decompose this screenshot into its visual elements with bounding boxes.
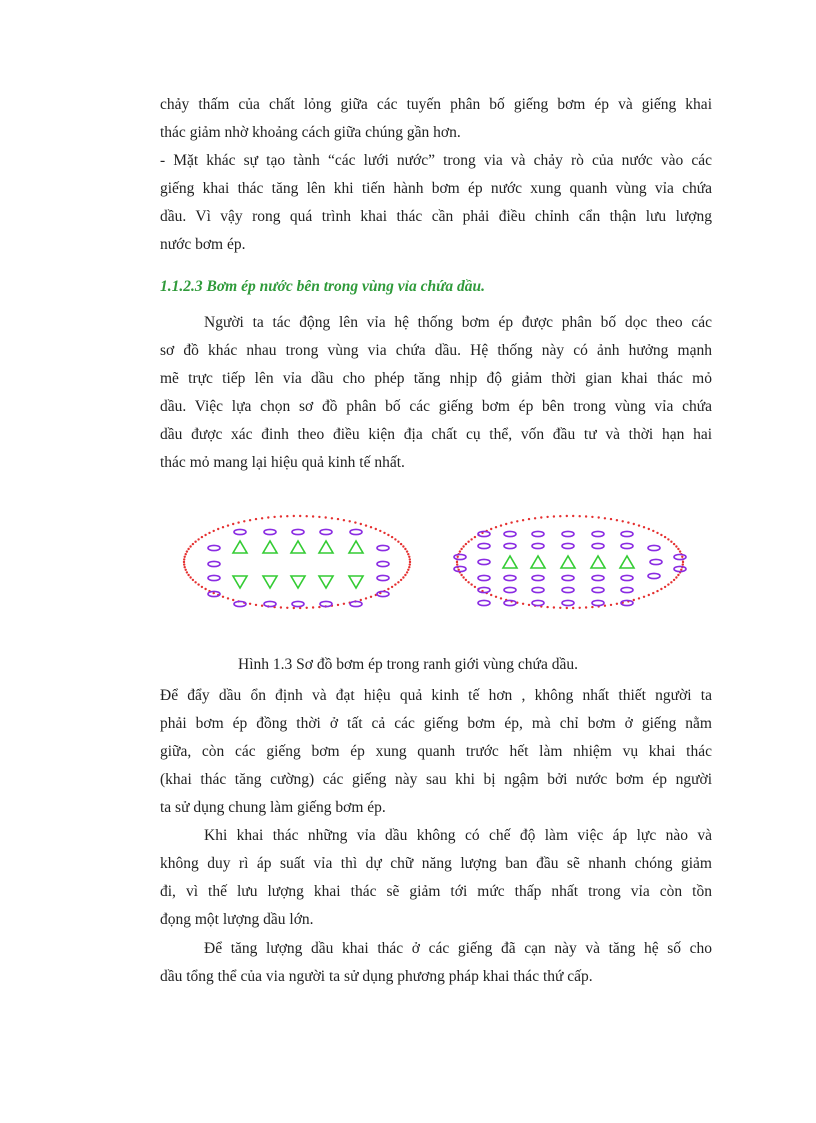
- boundary-dot: [522, 603, 524, 605]
- production-well: [292, 529, 304, 534]
- boundary-dot: [598, 516, 600, 518]
- boundary-dot: [187, 548, 189, 550]
- production-well: [532, 543, 544, 548]
- boundary-dot: [572, 515, 574, 517]
- boundary-dot: [222, 526, 224, 528]
- boundary-dot: [670, 541, 672, 543]
- boundary-dot: [185, 569, 187, 571]
- boundary-dot: [299, 515, 301, 517]
- boundary-dot: [462, 545, 464, 547]
- text-line: nước bơm ép.: [160, 236, 246, 253]
- production-well: [454, 566, 466, 571]
- boundary-dot: [213, 592, 215, 594]
- boundary-dot: [409, 563, 411, 565]
- text-line: Khi khai thác những vỉa dầu không có chế độ làm việc áp lực nào và: [204, 827, 712, 844]
- boundary-dot: [397, 581, 399, 583]
- boundary-dot: [249, 519, 251, 521]
- production-well: [234, 601, 246, 606]
- boundary-dot: [400, 579, 402, 581]
- text-line: phải bơm ép đồng thời ở tất cả các giếng bơm ép, mà chỉ bơm ở giếng nằm: [160, 715, 712, 732]
- boundary-dot: [616, 603, 618, 605]
- production-well: [478, 543, 490, 548]
- boundary-dot: [664, 536, 666, 538]
- figure-caption: Hình 1.3 Sơ đồ bơm ép trong ranh giới vùng chứa dầu.: [238, 656, 578, 673]
- boundary-dot: [185, 553, 187, 555]
- boundary-dot: [682, 563, 684, 565]
- injection-well-up: [561, 556, 575, 568]
- boundary-dot: [306, 607, 308, 609]
- boundary-dot: [192, 543, 194, 545]
- boundary-dot: [490, 594, 492, 596]
- boundary-dot: [187, 574, 189, 576]
- boundary-dot: [204, 588, 206, 590]
- production-well: [264, 529, 276, 534]
- boundary-dot: [610, 604, 612, 606]
- text-line: giếng khai thác tăng lên khi tiến hành bơm ép nước xung quanh vùng vỉa chứa: [160, 180, 712, 197]
- production-well: [478, 587, 490, 592]
- boundary-dot: [255, 604, 257, 606]
- boundary-dot: [467, 541, 469, 543]
- boundary-dot: [186, 571, 188, 573]
- boundary-dot: [510, 521, 512, 523]
- boundary-dot: [459, 550, 461, 552]
- injection-well-down: [349, 576, 363, 588]
- production-well: [292, 601, 304, 606]
- boundary-dot: [604, 517, 606, 519]
- production-well: [377, 545, 389, 550]
- text-line: đi, vì thế lưu lượng khai thác sẽ giảm tới mức thấp nhất trong vỉa còn tồn: [160, 883, 712, 900]
- text-line: Để tăng lượng dầu khai thác ở các giếng đã cạn này và tăng hệ số cho: [204, 940, 712, 957]
- boundary-dot: [243, 520, 245, 522]
- production-well: [562, 543, 574, 548]
- text-line: đọng một lượng dầu lớn.: [160, 911, 314, 928]
- boundary-dot: [675, 576, 677, 578]
- boundary-dot: [293, 515, 295, 517]
- boundary-dot: [293, 607, 295, 609]
- production-well: [592, 543, 604, 548]
- boundary-dot: [217, 528, 219, 530]
- boundary-dot: [559, 515, 561, 517]
- boundary-dot: [633, 599, 635, 601]
- production-well: [621, 531, 633, 536]
- injection-well-up: [291, 541, 305, 553]
- production-well: [562, 587, 574, 592]
- production-well: [562, 575, 574, 580]
- boundary-dot: [516, 520, 518, 522]
- boundary-dot: [400, 543, 402, 545]
- boundary-dot: [280, 515, 282, 517]
- production-well: [208, 545, 220, 550]
- boundary-dot: [627, 521, 629, 523]
- boundary-dot: [318, 516, 320, 518]
- boundary-dot: [566, 515, 568, 517]
- boundary-dot: [638, 597, 640, 599]
- boundary-dot: [591, 516, 593, 518]
- boundary-dot: [616, 519, 618, 521]
- boundary-dot: [652, 592, 654, 594]
- boundary-dot: [505, 523, 507, 525]
- boundary-dot: [408, 566, 410, 568]
- boundary-dot: [534, 517, 536, 519]
- boundary-dot: [559, 607, 561, 609]
- injection-well-up: [531, 556, 545, 568]
- production-well: [592, 600, 604, 605]
- boundary-dot: [365, 524, 367, 526]
- boundary-dot: [457, 556, 459, 558]
- production-well: [504, 587, 516, 592]
- boundary-dot: [585, 606, 587, 608]
- production-well: [478, 575, 490, 580]
- boundary-dot: [379, 530, 381, 532]
- boundary-dot: [201, 586, 203, 588]
- boundary-dot: [286, 607, 288, 609]
- production-well: [504, 543, 516, 548]
- text-line: giữa, còn các giếng bơm ép xung quanh trước hết làm nhiệm vụ khai thác: [160, 743, 712, 760]
- production-well: [208, 575, 220, 580]
- boundary-dot: [306, 515, 308, 517]
- boundary-dot: [261, 517, 263, 519]
- boundary-dot: [458, 569, 460, 571]
- boundary-dot: [360, 523, 362, 525]
- production-well: [208, 561, 220, 566]
- boundary-dot: [591, 606, 593, 608]
- boundary-dot: [500, 524, 502, 526]
- boundary-dot: [197, 538, 199, 540]
- production-well: [350, 529, 362, 534]
- text-line: sơ đồ khác nhau trong vùng via chứa dầu. Hệ thống này có ảnh hưởng mạnh: [160, 342, 712, 359]
- boundary-dot: [261, 605, 263, 607]
- boundary-dot: [648, 594, 650, 596]
- boundary-dot: [495, 596, 497, 598]
- section-heading: 1.1.2.3 Bơm ép nước bên trong vùng vỉa chứa dầu.: [160, 278, 485, 295]
- boundary-dot: [677, 548, 679, 550]
- boundary-dot: [664, 586, 666, 588]
- boundary-dot: [474, 586, 476, 588]
- injection-well-up: [319, 541, 333, 553]
- injection-well-up: [233, 541, 247, 553]
- boundary-dot: [213, 530, 215, 532]
- boundary-dot: [312, 515, 314, 517]
- boundary-dot: [318, 606, 320, 608]
- boundary-dot: [267, 516, 269, 518]
- boundary-dot: [622, 520, 624, 522]
- boundary-dot: [643, 526, 645, 528]
- boundary-dot: [232, 599, 234, 601]
- boundary-dot: [490, 528, 492, 530]
- production-well: [648, 573, 660, 578]
- boundary-dot: [566, 607, 568, 609]
- text-line: mẽ trực tiếp lên vỉa dầu cho phép tăng nhịp độ giảm thời gian khai thác mỏ: [160, 370, 712, 387]
- text-line: ta sử dụng chung làm giếng bơm ép.: [160, 799, 386, 816]
- boundary-dot: [343, 519, 345, 521]
- boundary-dot: [528, 604, 530, 606]
- injection-well-up: [503, 556, 517, 568]
- production-well: [648, 545, 660, 550]
- production-well: [504, 575, 516, 580]
- text-line: không duy rì áp suất vỉa thì dự chữ năng lượng ban đầu sẽ nhanh chóng giảm: [160, 855, 712, 872]
- boundary-dot: [652, 530, 654, 532]
- injection-well-up: [263, 541, 277, 553]
- production-well: [350, 601, 362, 606]
- production-well: [650, 559, 662, 564]
- boundary-dot: [402, 576, 404, 578]
- production-well: [234, 529, 246, 534]
- boundary-dot: [331, 517, 333, 519]
- boundary-dot: [227, 597, 229, 599]
- boundary-dot: [189, 576, 191, 578]
- text-line: dầu được xác đinh theo điều kiện địa chất cụ thể, vốn đầu tư và thời hạn hai: [160, 426, 712, 443]
- production-well: [674, 566, 686, 571]
- production-well: [532, 600, 544, 605]
- boundary-dot: [404, 548, 406, 550]
- production-well: [377, 591, 389, 596]
- boundary-dot: [675, 545, 677, 547]
- boundary-dot: [643, 596, 645, 598]
- boundary-dot: [681, 556, 683, 558]
- production-well: [264, 601, 276, 606]
- boundary-dot: [460, 574, 462, 576]
- boundary-dot: [546, 606, 548, 608]
- production-well: [621, 575, 633, 580]
- production-well: [674, 554, 686, 559]
- boundary-dot: [633, 523, 635, 525]
- boundary-dot: [546, 516, 548, 518]
- boundary-dot: [183, 558, 185, 560]
- production-well: [504, 531, 516, 536]
- boundary-dot: [585, 515, 587, 517]
- boundary-dot: [375, 528, 377, 530]
- injection-well-down: [319, 576, 333, 588]
- production-well: [592, 575, 604, 580]
- text-line: dầu tổng thể của via người ta sử dụng phương pháp khai thác thứ cấp.: [160, 968, 593, 985]
- text-line: dầu. Vì vậy rong quá trình khai thác cần phải điều chỉnh cẩn thận lưu lượng: [160, 208, 712, 225]
- production-well: [592, 587, 604, 592]
- boundary-dot: [312, 606, 314, 608]
- boundary-dot: [679, 550, 681, 552]
- boundary-dot: [673, 579, 675, 581]
- boundary-dot: [192, 579, 194, 581]
- boundary-dot: [467, 581, 469, 583]
- boundary-dot: [553, 515, 555, 517]
- boundary-dot: [370, 596, 372, 598]
- boundary-dot: [343, 603, 345, 605]
- boundary-dot: [677, 574, 679, 576]
- injection-well-down: [263, 576, 277, 588]
- boundary-dot: [572, 607, 574, 609]
- injection-well-down: [291, 576, 305, 588]
- production-well: [592, 531, 604, 536]
- production-well: [320, 601, 332, 606]
- production-well: [478, 559, 490, 564]
- text-line: Người ta tác động lên vỉa hệ thống bơm ép được phân bố dọc theo các: [204, 314, 712, 331]
- production-well: [562, 600, 574, 605]
- text-line: thác giảm nhờ khoảng cách giữa chúng gần hơn.: [160, 124, 461, 141]
- boundary-dot: [470, 538, 472, 540]
- boundary-dot: [673, 543, 675, 545]
- boundary-dot: [337, 604, 339, 606]
- production-well: [621, 543, 633, 548]
- boundary-dot: [201, 536, 203, 538]
- boundary-dot: [406, 550, 408, 552]
- boundary-dot: [667, 583, 669, 585]
- injection-well-up: [349, 541, 363, 553]
- boundary-dot: [460, 548, 462, 550]
- text-line: - Mặt khác sự tạo tành “các lưới nước” trong via và chảy rò của nước vào các: [160, 152, 712, 169]
- boundary-dot: [667, 538, 669, 540]
- boundary-dot: [208, 532, 210, 534]
- boundary-dot: [391, 536, 393, 538]
- boundary-dot: [183, 561, 185, 563]
- boundary-dot: [370, 526, 372, 528]
- boundary-dot: [409, 558, 411, 560]
- boundary-dot: [249, 603, 251, 605]
- text-line: (khai thác tăng cường) các giếng này sau khi bị ngậm bởi nước bơm ép người: [160, 771, 712, 788]
- boundary-dot: [189, 545, 191, 547]
- boundary-dot: [409, 561, 411, 563]
- boundary-dot: [354, 521, 356, 523]
- production-well: [478, 600, 490, 605]
- boundary-dot: [610, 518, 612, 520]
- boundary-dot: [680, 569, 682, 571]
- boundary-dot: [670, 581, 672, 583]
- boundary-dot: [337, 518, 339, 520]
- boundary-dot: [528, 518, 530, 520]
- boundary-dot: [660, 534, 662, 536]
- boundary-dot: [522, 519, 524, 521]
- boundary-dot: [656, 590, 658, 592]
- boundary-dot: [383, 532, 385, 534]
- boundary-dot: [365, 597, 367, 599]
- boundary-dot: [197, 583, 199, 585]
- boundary-dot: [465, 543, 467, 545]
- boundary-dot: [402, 545, 404, 547]
- boundary-dot: [553, 606, 555, 608]
- text-line: chảy thấm của chất lỏng giữa các tuyến phân bố giếng bơm ép và giếng khai: [160, 96, 712, 113]
- text-line: thác mỏ mang lại hiệu quả kinh tế nhất.: [160, 454, 405, 471]
- boundary-dot: [184, 556, 186, 558]
- boundary-dot: [394, 538, 396, 540]
- boundary-dot: [407, 569, 409, 571]
- boundary-dot: [273, 516, 275, 518]
- boundary-dot: [579, 607, 581, 609]
- boundary-dot: [325, 516, 327, 518]
- boundary-dot: [648, 528, 650, 530]
- boundary-dot: [474, 536, 476, 538]
- boundary-dot: [465, 579, 467, 581]
- injection-well-up: [591, 556, 605, 568]
- production-well: [478, 531, 490, 536]
- boundary-dot: [656, 532, 658, 534]
- boundary-dot: [184, 566, 186, 568]
- boundary-dot: [186, 550, 188, 552]
- production-well: [377, 575, 389, 580]
- injection-well-down: [233, 576, 247, 588]
- boundary-dot: [222, 596, 224, 598]
- boundary-dot: [255, 518, 257, 520]
- boundary-dot: [408, 556, 410, 558]
- boundary-dot: [204, 534, 206, 536]
- boundary-dot: [394, 583, 396, 585]
- text-line: Để đẩy dầu ổn định và đạt hiệu quả kinh tế hơn , không nhất thiết người ta: [160, 687, 712, 704]
- boundary-dot: [349, 520, 351, 522]
- boundary-dot: [456, 563, 458, 565]
- boundary-dot: [391, 586, 393, 588]
- boundary-dot: [387, 588, 389, 590]
- boundary-dot: [286, 515, 288, 517]
- boundary-dot: [360, 599, 362, 601]
- production-well: [532, 575, 544, 580]
- boundary-dot: [194, 581, 196, 583]
- boundary-dot: [660, 588, 662, 590]
- boundary-dot: [183, 563, 185, 565]
- injection-well-up: [620, 556, 634, 568]
- boundary-dot: [387, 534, 389, 536]
- boundary-dot: [462, 576, 464, 578]
- production-well: [532, 531, 544, 536]
- boundary-dot: [456, 561, 458, 563]
- boundary-dot: [232, 523, 234, 525]
- production-well: [377, 561, 389, 566]
- boundary-dot: [404, 574, 406, 576]
- boundary-dot: [406, 571, 408, 573]
- production-well: [532, 587, 544, 592]
- boundary-dot: [280, 606, 282, 608]
- production-well: [562, 531, 574, 536]
- boundary-dot: [194, 541, 196, 543]
- boundary-dot: [540, 516, 542, 518]
- text-line: dầu. Việc lựa chọn sơ đồ phân bố các giếng bơm ép bên trong vùng vỉa chứa: [160, 398, 712, 415]
- production-well: [454, 554, 466, 559]
- boundary-dot: [682, 561, 684, 563]
- boundary-dot: [237, 521, 239, 523]
- boundary-dot: [495, 526, 497, 528]
- boundary-dot: [407, 553, 409, 555]
- boundary-dot: [579, 515, 581, 517]
- production-well: [504, 600, 516, 605]
- production-well: [621, 587, 633, 592]
- boundary-dot: [470, 583, 472, 585]
- boundary-dot: [500, 597, 502, 599]
- production-well: [320, 529, 332, 534]
- boundary-dot: [227, 524, 229, 526]
- boundary-dot: [397, 541, 399, 543]
- boundary-dot: [638, 524, 640, 526]
